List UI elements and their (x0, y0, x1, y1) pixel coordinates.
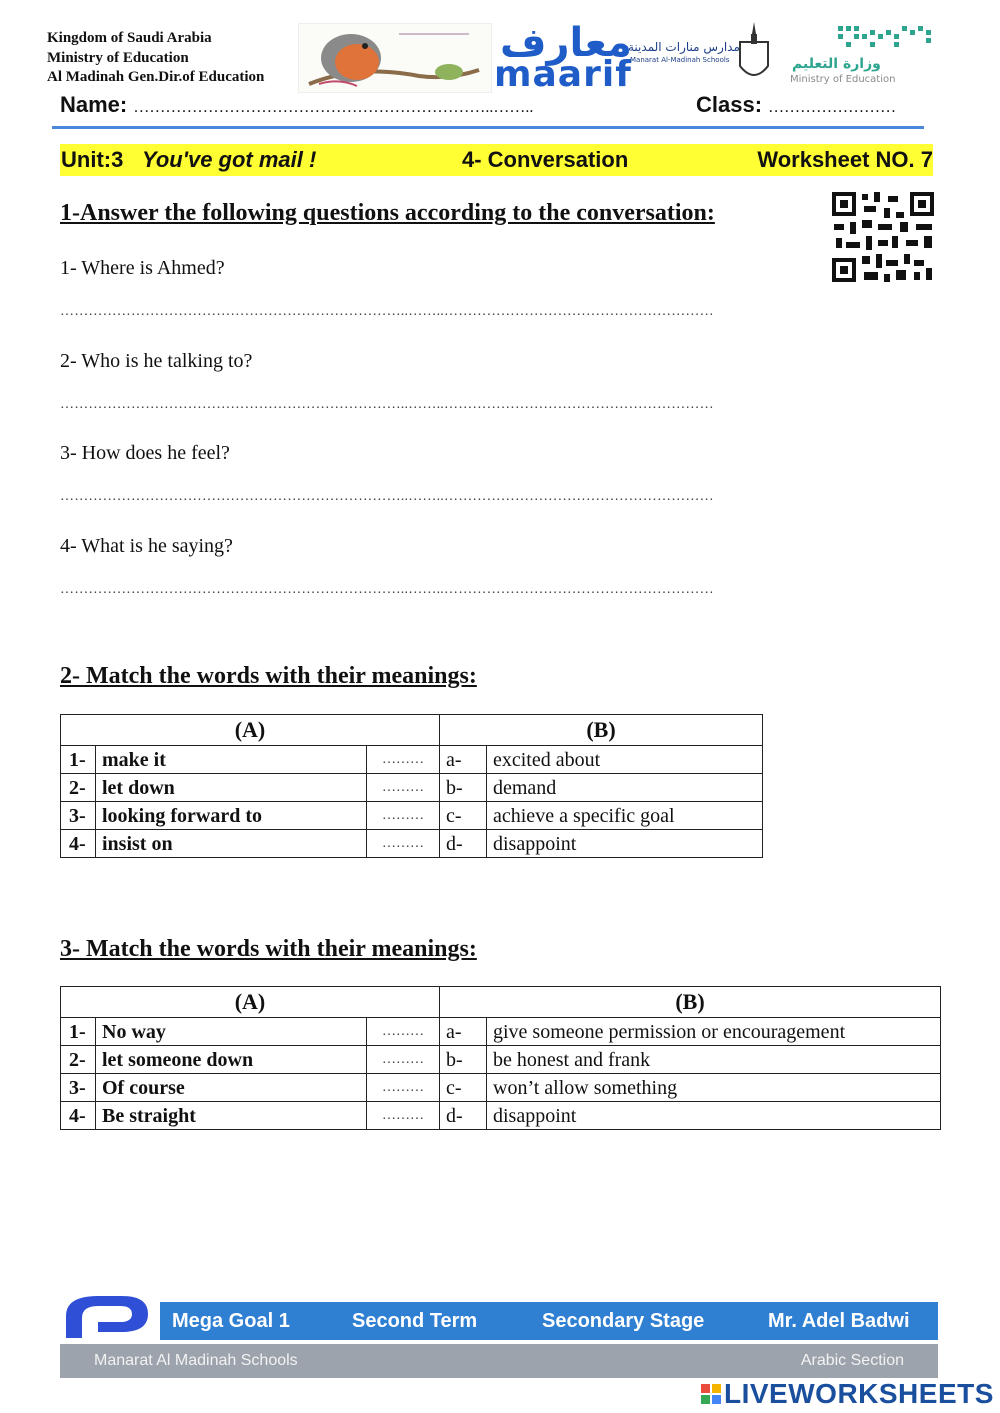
ministry-dots-icon (836, 22, 936, 54)
meaning: disappoint (487, 830, 763, 858)
robin-bird-icon (299, 24, 491, 92)
answer-blank[interactable]: ……… (367, 1102, 440, 1130)
question-2: 2- Who is he talking to? (60, 350, 253, 372)
answer-blank[interactable]: ……… (367, 1046, 440, 1074)
term: let someone down (96, 1046, 367, 1074)
meaning-letter: d- (440, 1102, 487, 1130)
meaning-letter: b- (440, 1046, 487, 1074)
match-table-1 (60, 714, 763, 858)
class-label: Class: (696, 92, 763, 117)
term: Be straight (96, 1102, 367, 1130)
term: looking forward to (96, 802, 367, 830)
column-b-header: (B) (440, 715, 763, 746)
meaning-letter: b- (440, 774, 487, 802)
row-number: 4- (61, 830, 96, 858)
manarat-shield-icon (734, 20, 774, 86)
name-blank[interactable]: …………………………………………………………..…….. (133, 99, 534, 116)
term: No way (96, 1018, 367, 1046)
match-table-2 (60, 986, 941, 1130)
question-4: 4- What is he saying? (60, 535, 233, 557)
row-number: 2- (61, 1046, 96, 1074)
term: make it (96, 746, 367, 774)
answer-line-2[interactable]: ………………………………………………………………..……..………………………………………………… (60, 397, 714, 411)
ministry-logo (786, 22, 938, 90)
answer-blank[interactable]: ……… (367, 746, 440, 774)
footer-school: Manarat Al Madinah Schools (94, 1352, 298, 1369)
liveworksheets-text: LIVEWORKSHEETS (724, 1378, 994, 1409)
manarat-arabic-text: مدارس منارات المدينة (628, 40, 740, 54)
section1-title: 1-Answer the following questions according to the conversation: (60, 200, 715, 226)
meaning: achieve a specific goal (487, 802, 763, 830)
table-row (61, 802, 763, 830)
footer-section: Arabic Section (800, 1352, 904, 1369)
footer-stage: Secondary Stage (542, 1310, 705, 1332)
gov-line-kingdom: Kingdom of Saudi Arabia (47, 30, 212, 46)
table-row (61, 830, 763, 858)
class-blank[interactable]: …………………… (768, 99, 897, 116)
ministry-arabic-text: وزارة التعليم (792, 56, 881, 72)
gov-line-directorate: Al Madinah Gen.Dir.of Education (47, 69, 265, 85)
meaning: disappoint (487, 1102, 941, 1130)
meaning: won’t allow something (487, 1074, 941, 1102)
meaning: demand (487, 774, 763, 802)
answer-blank[interactable]: ……… (367, 774, 440, 802)
row-number: 2- (61, 774, 96, 802)
table-row (61, 1102, 941, 1130)
table-row (61, 774, 763, 802)
footer-course-bar (160, 1302, 938, 1340)
footer-book: Mega Goal 1 (172, 1310, 290, 1332)
question-3: 3- How does he feel? (60, 442, 230, 464)
table-row (61, 1046, 941, 1074)
class-field (696, 92, 896, 118)
term: insist on (96, 830, 367, 858)
meaning-letter: a- (440, 746, 487, 774)
question-1: 1- Where is Ahmed? (60, 257, 225, 279)
row-number: 1- (61, 1018, 96, 1046)
row-number: 4- (61, 1102, 96, 1130)
table-row (61, 746, 763, 774)
row-number: 1- (61, 746, 96, 774)
term: let down (96, 774, 367, 802)
meaning-letter: d- (440, 830, 487, 858)
gov-line-ministry: Ministry of Education (47, 49, 189, 66)
answer-line-3[interactable]: ………………………………………………………………..……..………………………………………………… (60, 489, 714, 503)
meaning: give someone permission or encouragement (487, 1018, 941, 1046)
section3-title: 3- Match the words with their meanings: (60, 936, 477, 962)
ministry-english-text: Ministry of Education (790, 74, 896, 85)
name-label: Name: (60, 92, 128, 117)
qr-code-icon (830, 190, 936, 284)
footer-teacher: Mr. Adel Badwi (768, 1310, 910, 1332)
answer-blank[interactable]: ……… (367, 802, 440, 830)
meaning: excited about (487, 746, 763, 774)
header-divider (52, 126, 924, 129)
answer-blank[interactable]: ……… (367, 830, 440, 858)
table-row (61, 1018, 941, 1046)
manarat-logo (628, 20, 774, 90)
liveworksheets-icon (700, 1383, 722, 1405)
robin-logo (298, 23, 492, 93)
manarat-english-text: Manarat Al-Madinah Schools (630, 56, 730, 64)
section2-title: 2- Match the words with their meanings: (60, 663, 477, 689)
footer-term: Second Term (352, 1310, 478, 1332)
maarif-english-text: maarif (494, 54, 632, 95)
row-number: 3- (61, 802, 96, 830)
maarif-logo (494, 20, 632, 95)
table-row (61, 1074, 941, 1102)
government-header (47, 29, 264, 88)
row-number: 3- (61, 1074, 96, 1102)
answer-blank[interactable]: ……… (367, 1018, 440, 1046)
column-a-header: (A) (61, 715, 440, 746)
maarif-arabic-text: معارف (500, 20, 632, 66)
meaning-letter: c- (440, 802, 487, 830)
name-field (60, 92, 533, 118)
worksheet-number: Worksheet NO. 7 (757, 147, 933, 172)
answer-line-4[interactable]: ………………………………………………………………..……..………………………………………………… (60, 582, 714, 596)
answer-blank[interactable]: ……… (367, 1074, 440, 1102)
term: Of course (96, 1074, 367, 1102)
footer-brand-icon (62, 1294, 150, 1340)
liveworksheets-brand[interactable] (700, 1378, 994, 1410)
lesson-title: 4- Conversation (462, 147, 629, 172)
column-a-header: (A) (61, 987, 440, 1018)
answer-line-1[interactable]: ………………………………………………………………..……..………………………………………………… (60, 304, 714, 318)
unit-banner (60, 144, 933, 176)
column-b-header: (B) (440, 987, 941, 1018)
meaning: be honest and frank (487, 1046, 941, 1074)
footer-school-bar (60, 1344, 938, 1378)
unit-title: You've got mail ! (142, 147, 317, 172)
unit-number: Unit:3 (61, 147, 124, 172)
meaning-letter: c- (440, 1074, 487, 1102)
meaning-letter: a- (440, 1018, 487, 1046)
